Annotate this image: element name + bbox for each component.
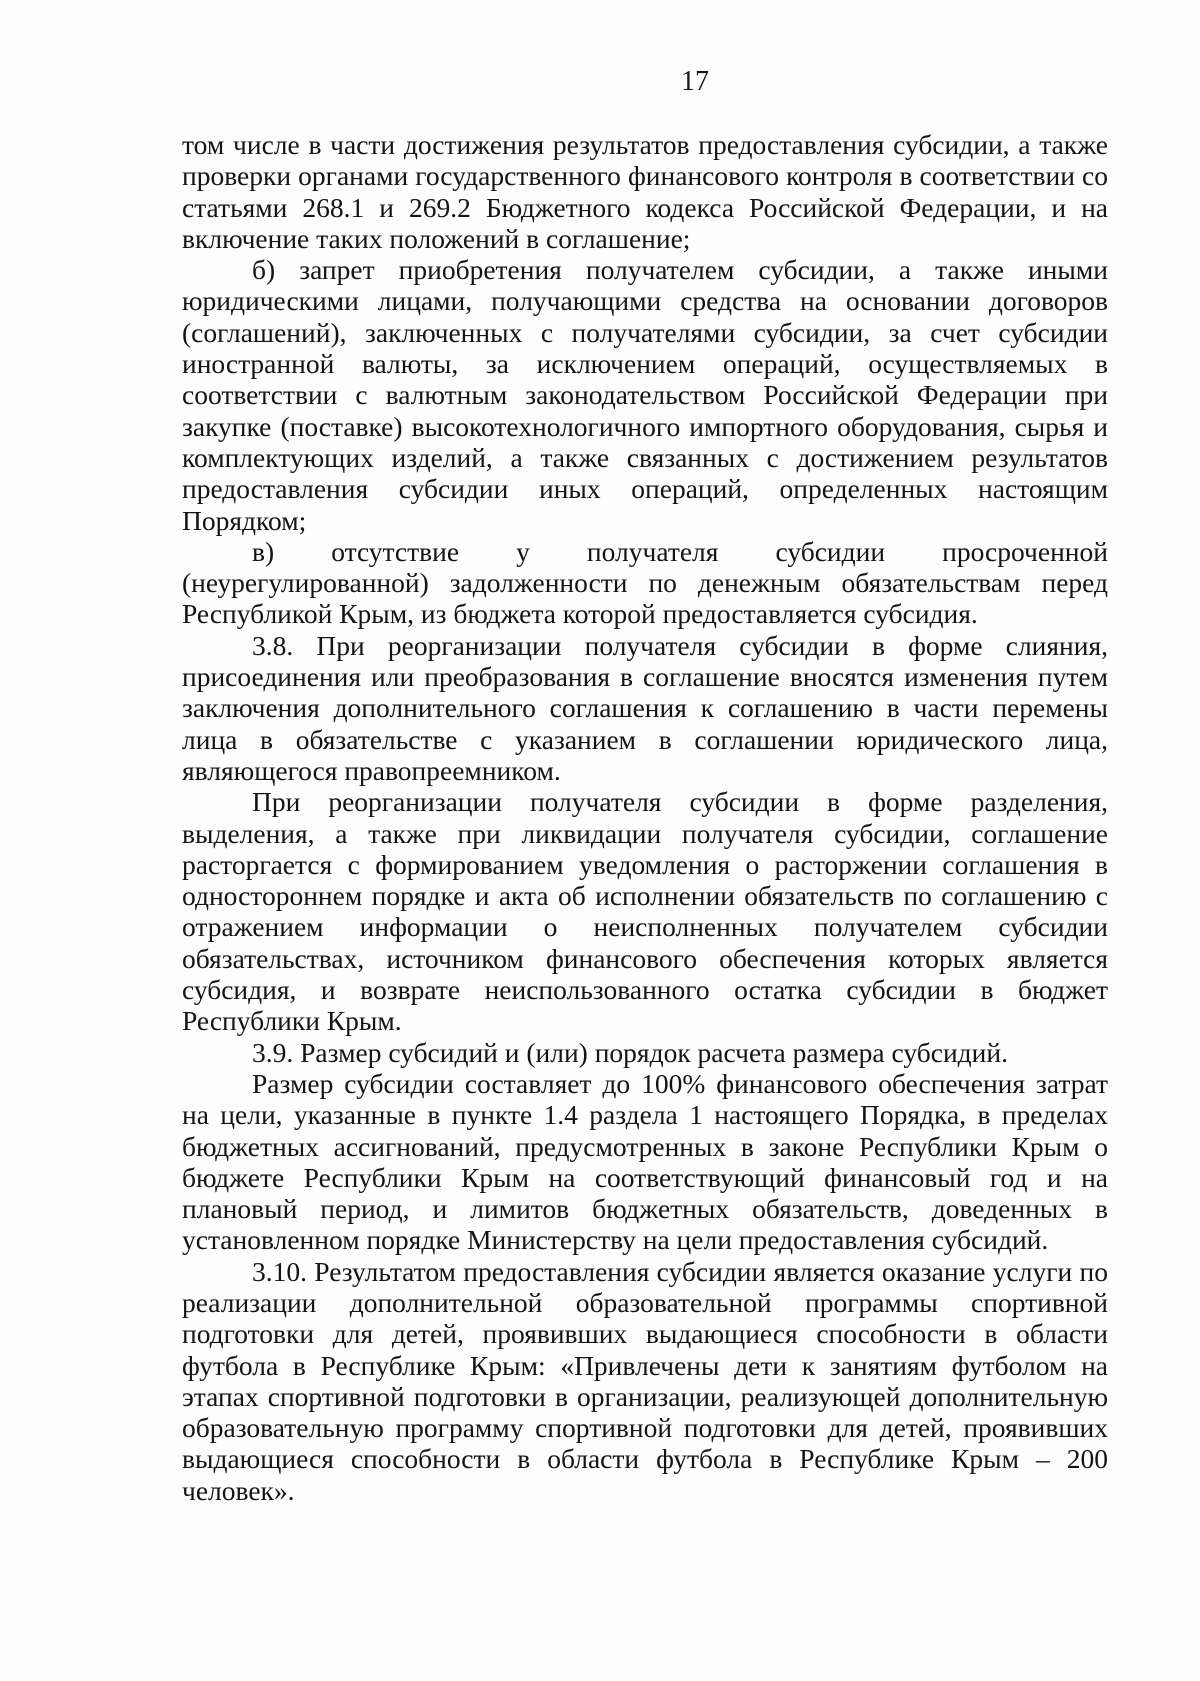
document-body bbox=[182, 129, 1108, 1506]
paragraph-item-b: б) запрет приобретения получателем субсидии, а также иными юридическими лицами, получающими средства на основании договоров (соглашений), заключенных с получателями субсидии, за счет субсидии иностранной валюты, за исключением операций, осуществляемых в соответствии с валютным законодательством Российской Федерации при закупке (поставке) высокотехнологичного импортного оборудования, сырья и комплектующих изделий, а также связанных с достижением результатов предоставления субсидии иных операций, определенных настоящим Порядком; bbox=[182, 254, 1108, 536]
paragraph-3-9-amount: Размер субсидии составляет до 100% финансового обеспечения затрат на цели, указанные в пункте 1.4 раздела 1 настоящего Порядка, в пределах бюджетных ассигнований, предусмотренных в законе Республики Крым о бюджете Республики Крым на соответствующий финансовый год и на плановый период, и лимитов бюджетных обязательств, доведенных в установленном порядке Министерству на цели предоставления субсидий. bbox=[182, 1067, 1108, 1256]
page-number: 17 bbox=[681, 66, 709, 97]
paragraph-continuation: том числе в части достижения результатов предоставления субсидии, а также проверки органами государственного финансового контроля в соответствии со статьями 268.1 и 269.2 Бюджетного кодекса Российской Федерации, и на включение таких положений в соглашение; bbox=[182, 129, 1108, 254]
paragraph-3-8: 3.8. При реорганизации получателя субсидии в форме слияния, присоединения или преобразования в соглашение вносятся изменения путем заключения дополнительного соглашения к соглашению в части перемены лица в обязательстве с указанием в соглашении юридического лица, являющегося правопреемником. bbox=[182, 629, 1108, 786]
paragraph-3-8-reorganization: При реорганизации получателя субсидии в форме разделения, выделения, а также при ликвидации получателя субсидии, соглашение расторгается с формированием уведомления о расторжении соглашения в одностороннем порядке и акта об исполнении обязательств по соглашению с отражением информации о неисполненных получателем субсидии обязательствах, источником финансового обеспечения которых является субсидия, и возврате неиспользованного остатка субсидии в бюджет Республики Крым. bbox=[182, 786, 1108, 1037]
paragraph-3-10: 3.10. Результатом предоставления субсидии является оказание услуги по реализации дополнительной образовательной программы спортивной подготовки для детей, проявивших выдающиеся способности в области футбола в Республике Крым: «Привлечены дети к занятиям футболом на этапах спортивной подготовки в организации, реализующей дополнительную образовательную программу спортивной подготовки для детей, проявивших выдающиеся способности в области футбола в Республике Крым – 200 человек». bbox=[182, 1255, 1108, 1506]
paragraph-3-9: 3.9. Размер субсидий и (или) порядок расчета размера субсидий. bbox=[252, 1036, 1008, 1068]
paragraph-item-v: в) отсутствие у получателя субсидии просроченной (неурегулированной) задолженности по денежным обязательствам перед Республикой Крым, из бюджета которой предоставляется субсидия. bbox=[182, 535, 1108, 630]
